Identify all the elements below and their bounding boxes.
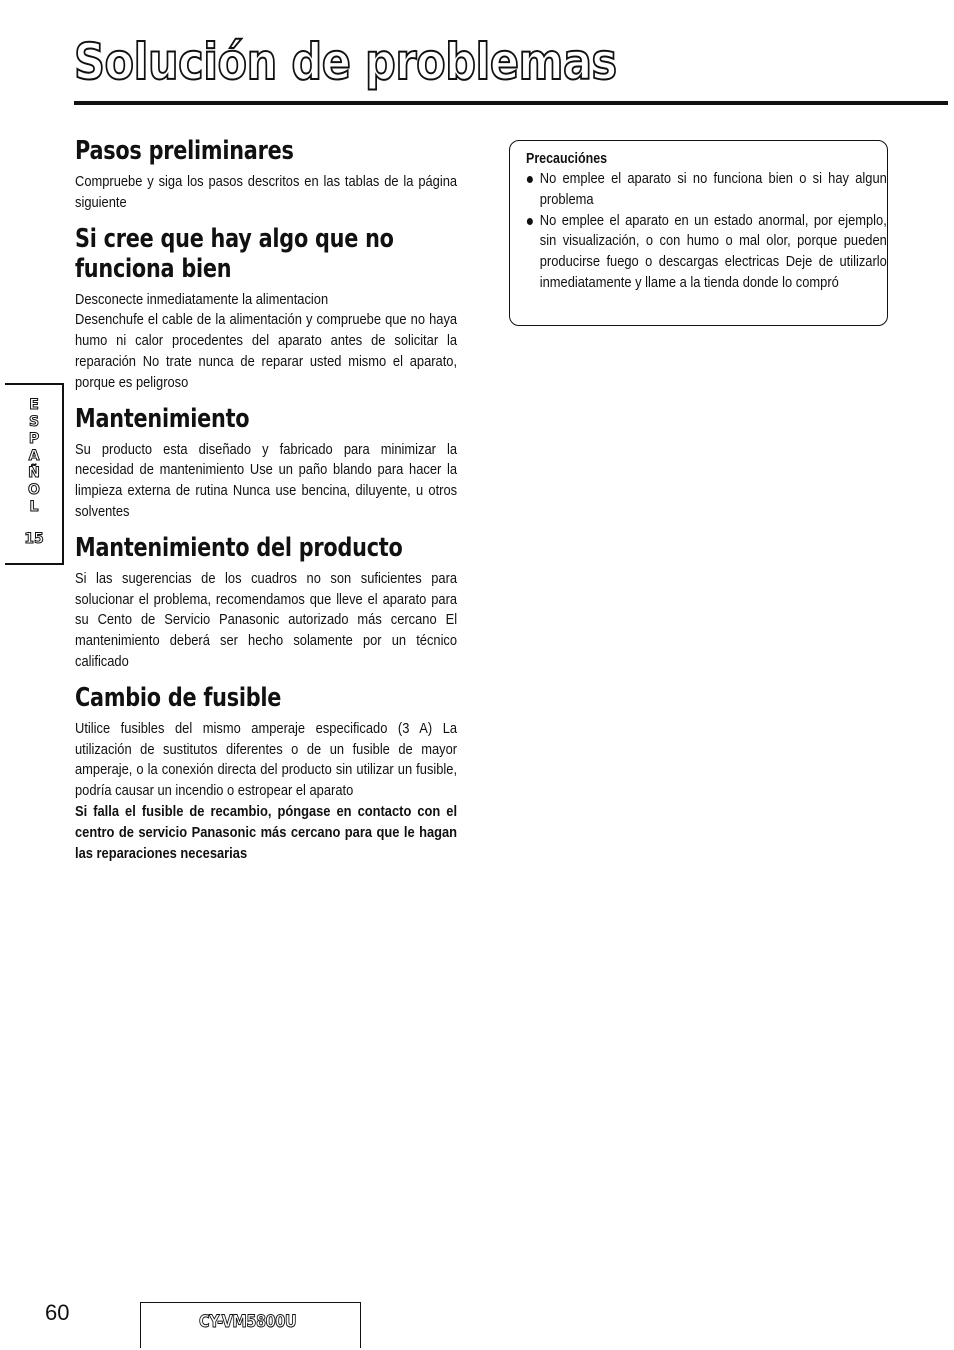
- language-side-tab: [5, 383, 63, 565]
- side-tab-letter: P: [28, 431, 40, 447]
- page-title: Solución de problemas: [74, 33, 617, 91]
- model-frame: [140, 1302, 361, 1348]
- precaution-item: No emplee el aparato si no funciona bien o si hay algun problema: [526, 169, 887, 211]
- section-paragraph: Desenchufe el cable de la alimentación y compruebe que no haya humo ni calor procedentes del aparato antes de solicitar la reparación No trate nunca de reparar usted mismo el aparato, porque es peligroso: [75, 311, 458, 391]
- section-paragraph: Si las sugerencias de los cuadros no son suficientes para solucionar el problema, recomendamos que lleve el aparato para su Cento de Servicio Panasonic autorizado más cercano El mantenimiento deberá ser hecho solamente por un técnico calificado: [75, 569, 458, 670]
- section-mantenimiento: [75, 404, 457, 523]
- page-number: 60: [45, 1300, 70, 1325]
- side-tab-letter: Ñ: [28, 465, 40, 481]
- section-paragraph: Su producto esta diseñado y fabricado para minimizar la necesidad de mantenimiento Use un paño blando para hacer la limpieza externa de rutina Nunca use bencina, diluyente, u otros solventes: [75, 440, 458, 520]
- section-paragraph: Desconecte inmediatamente la alimentacion: [75, 290, 329, 308]
- side-tab-number: 15: [24, 531, 44, 547]
- section-heading: Mantenimiento: [75, 403, 250, 434]
- side-tab-letter: L: [29, 499, 39, 515]
- side-tab-rule-top: [5, 383, 63, 385]
- section-paragraph: Compruebe y siga los pasos descritos en las tablas de la página siguiente: [75, 173, 458, 211]
- model-label: CY-VM5800U: [199, 1312, 297, 1332]
- section-cambio-fusible: [75, 683, 457, 865]
- side-tab-letter: E: [29, 397, 39, 413]
- side-tab-rule-vertical: [62, 383, 64, 565]
- side-tab-letter: A: [28, 448, 40, 464]
- section-paragraph-bold: Si falla el fusible de recambio, póngase en contacto con el centro de servicio Panasonic más cercano para que le hagan las reparaciones necesarias: [75, 802, 458, 862]
- precautions-title: Precauciónes: [526, 151, 608, 167]
- side-tab-rule-bottom: [5, 563, 63, 565]
- left-column: [75, 136, 457, 874]
- precaution-item: No emplee el aparato en un estado anormal, por ejemplo, sin visualización, o con humo o mal olor, porque pueden producirse fuego o descargas electricas Deje de utilizarlo inmediatamente y llame a la tienda donde lo compró: [526, 211, 887, 294]
- side-tab-letters: [25, 397, 43, 516]
- section-mantenimiento-producto: [75, 533, 457, 673]
- section-heading: Pasos preliminares: [75, 136, 294, 166]
- section-si-cree: [75, 224, 457, 394]
- precautions-list: [526, 169, 887, 294]
- section-heading: Cambio de fusible: [75, 682, 282, 713]
- section-heading: Mantenimiento del producto: [75, 532, 403, 563]
- side-tab-letter: S: [28, 414, 40, 430]
- section-paragraph: Utilice fusibles del mismo amperaje especificado (3 A) La utilización de sustitutos diferentes o de un fusible de mayor amperaje, o la conexión directa del producto sin utilizar un fusible, podría causar un incendio o estropear el aparato: [75, 719, 458, 800]
- section-pasos-preliminares: [75, 136, 457, 214]
- title-rule: [74, 101, 948, 105]
- precautions-box: [509, 140, 888, 326]
- side-tab-letter: O: [28, 482, 40, 498]
- section-heading: Si cree que hay algo que no funciona bien: [75, 223, 394, 284]
